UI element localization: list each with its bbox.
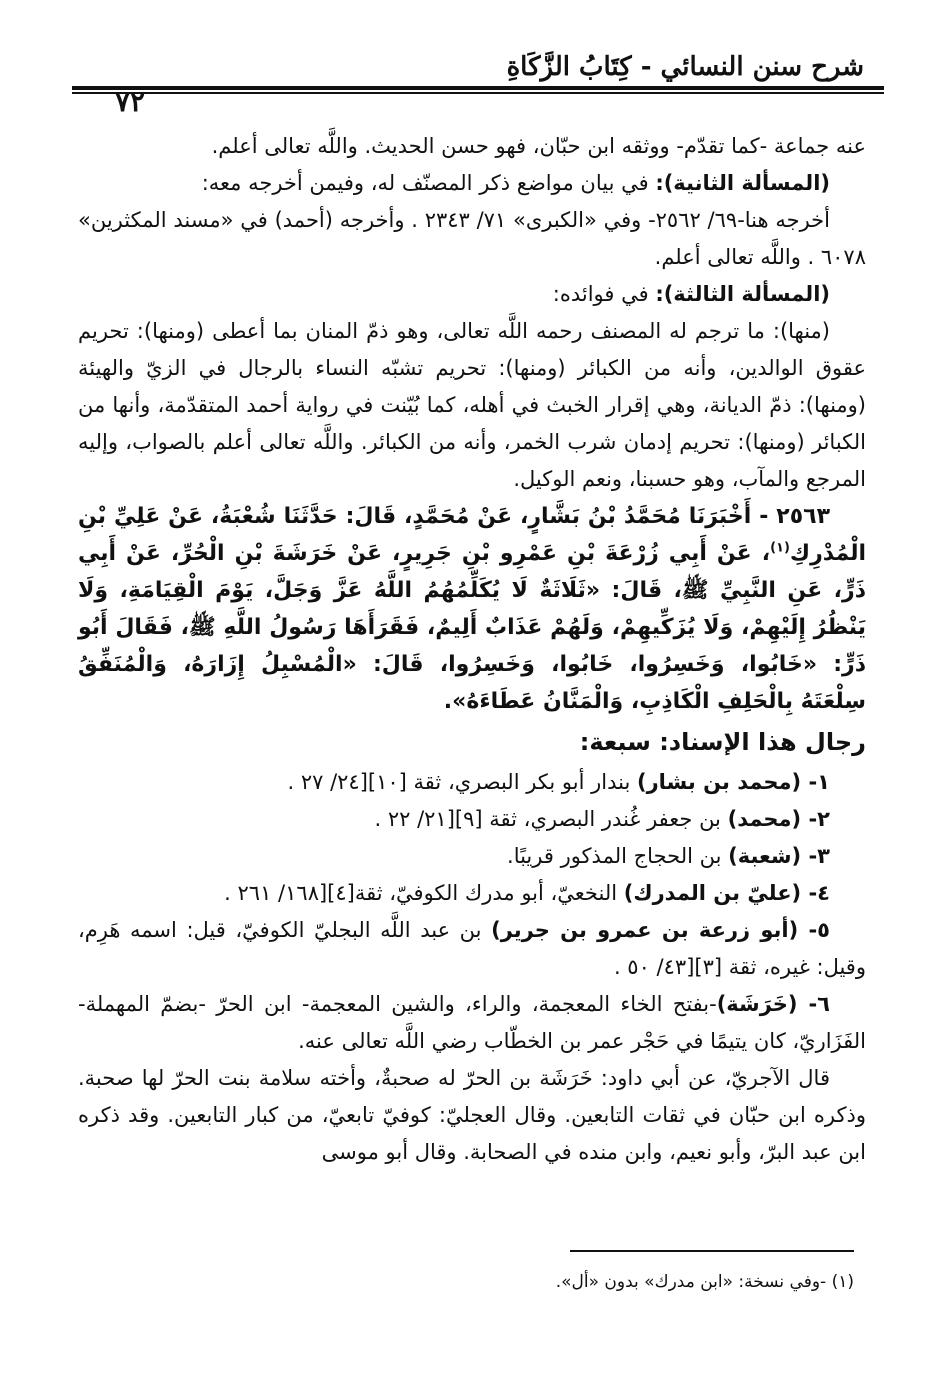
closing-paragraph: قال الآجريّ، عن أبي داود: خَرَشَة بن الحرّ له صحبةٌ، وأخته سلامة بنت الحرّ لها صحبة. وذكره ابن حبّان في ثقات التابعين. وقال العجليّ: كوفيّ تابعيّ، من كبار التابعين. وقد ذكره ابن عبد البرّ، وأبو نعيم، وابن منده في الصحابة. وقال أبو موسى — [78, 1066, 866, 1164]
narrator-2-name: ٢- (محمد) — [727, 807, 830, 831]
hadith-chain-rest: ، عَنْ أَبِي زُرْعَةَ بْنِ عَمْرِو بْنِ جَرِيرٍ، عَنْ خَرَشَةَ بْنِ الْحُرِّ، عَنْ أَبِي ذَرٍّ، عَنِ النَّبِيِّ ﷺ، قَالَ: «ثَلَاثَةٌ لَا يُكَلِّمُهُمُ اللَّهُ عَزَّ وَجَلَّ، يَوْمَ الْقِيَامَةِ، وَلَا يَنْظُرُ إِلَيْهِمْ، وَلَا يُزَكِّيهِمْ، وَلَهُمْ عَذَابٌ أَلِيمٌ، فَقَرَأَهَا رَسُولُ اللَّهِ ﷺ، فَقَالَ أَبُو ذَرٍّ: «خَابُوا، وَخَسِرُوا، خَابُوا، وَخَسِرُوا، قَالَ: «الْمُسْبِلُ إِزَارَهُ، وَالْمُنَفِّقُ سِلْعَتَهُ بِالْحَلِفِ الْكَاذِبِ، وَالْمَنَّانُ عَطَاءَهُ». — [78, 541, 866, 714]
narrator-3 — [78, 838, 866, 875]
narrator-3-info: بن الحجاج المذكور قريبًا. — [507, 844, 729, 868]
issue-two — [78, 165, 866, 202]
footnote-marker: (١) — [770, 540, 790, 556]
paragraph-continuation: عنه جماعة -كما تقدّم- ووثقه ابن حبّان، فهو حسن الحديث. واللَّه تعالى أعلم. — [211, 134, 866, 158]
section-heading: رجال هذا الإسناد: سبعة: — [579, 728, 866, 756]
benefits-paragraph: (منها): ما ترجم له المصنف رحمه اللَّه تعالى، وهو ذمّ المنان بما أعطى (ومنها): تحريم عقوق الوالدين، وأنه من الكبائر (ومنها): تحريم تشبّه النساء بالرجال في الزيّ والهيئة (ومنها): ذمّ الديانة، وهي إقرار الخبث في أهله، كما بُيّنت في رواية أحمد المتقدّمة، وأنها من الكبائر (ومنها): تحريم إدمان شرب الخمر، وأنه من الكبائر. واللَّه تعالى أعلم بالصواب، وإليه المرجع والمآب، وهو حسبنا، ونعم الوكيل. — [78, 319, 866, 491]
narrator-1 — [78, 764, 866, 801]
narrator-2 — [78, 801, 866, 838]
footnote-separator — [570, 1250, 854, 1252]
page-header — [60, 52, 884, 118]
narrator-6 — [78, 986, 866, 1060]
narrator-4-name: ٤- (عليّ بن المدرك) — [623, 881, 830, 905]
hadith-chain-start: ٢٥٦٣ - أَخْبَرَنَا مُحَمَّدُ بْنُ بَشَّارٍ، عَنْ مُحَمَّدٍ، قَالَ: حَدَّثَنَا شُعْبَةُ، عَنْ عَلِيِّ بْنِ الْمُدْرِكِ — [78, 504, 866, 566]
takhrij-paragraph: أخرجه هنا-٦٩/ ٢٥٦٢- وفي «الكبرى» ٧١/ ٢٣٤٣ . وأخرجه (أحمد) في «مسند المكثرين» ٦٠٧٨ . واللَّه تعالى أعلم. — [78, 208, 866, 269]
narrator-1-name: ١- (محمد بن بشار) — [636, 770, 830, 794]
narrator-5-name: ٥- (أبو زرعة بن عمرو بن جرير) — [491, 918, 830, 942]
issue-three-text: في فوائده: — [552, 282, 656, 306]
narrator-5-info: بن عبد اللَّه البجليّ الكوفيّ، قيل: اسمه هَرِم، وقيل: غيره، ثقة [٣][٤٣/ ٥٠ . — [78, 918, 866, 979]
narrator-4 — [78, 875, 866, 912]
running-title: شرح سنن النسائي - كِتَابُ الزَّكَاةِ — [506, 52, 864, 82]
narrator-6-info: -بفتح الخاء المعجمة، والراء، والشين المعجمة- ابن الحرّ -بضمّ المهملة- الفَزَاريّ، كان يتيمًا في حَجْر عمر بن الخطّاب رضي اللَّه تعالى عنه. — [78, 992, 866, 1053]
page-body — [78, 128, 866, 1171]
narrator-3-name: ٣- (شعبة) — [728, 844, 830, 868]
narrator-4-info: النخعيّ، أبو مدرك الكوفيّ، ثقة[٤][١٦٨/ ٢٦١ . — [224, 881, 624, 905]
hadith-text — [78, 498, 866, 720]
narrator-5 — [78, 912, 866, 986]
narrator-6-name: ٦- (خَرَشَة) — [716, 992, 830, 1016]
page-number: ٧٢ — [114, 85, 146, 118]
issue-two-text: في بيان مواضع ذكر المصنّف له، وفيمن أخرجه معه: — [201, 171, 656, 195]
footnote: (١) -وفي نسخة: «ابن مدرك» بدون «أل». — [555, 1272, 854, 1292]
issue-three-label: (المسألة الثالثة): — [655, 282, 830, 306]
issue-two-label: (المسألة الثانية): — [655, 171, 830, 195]
issue-three — [78, 276, 866, 313]
narrator-2-info: بن جعفر غُندر البصري، ثقة [٩][٢١/ ٢٢ . — [374, 807, 728, 831]
narrator-1-info: بندار أبو بكر البصري، ثقة [١٠][٢٤/ ٢٧ . — [287, 770, 637, 794]
